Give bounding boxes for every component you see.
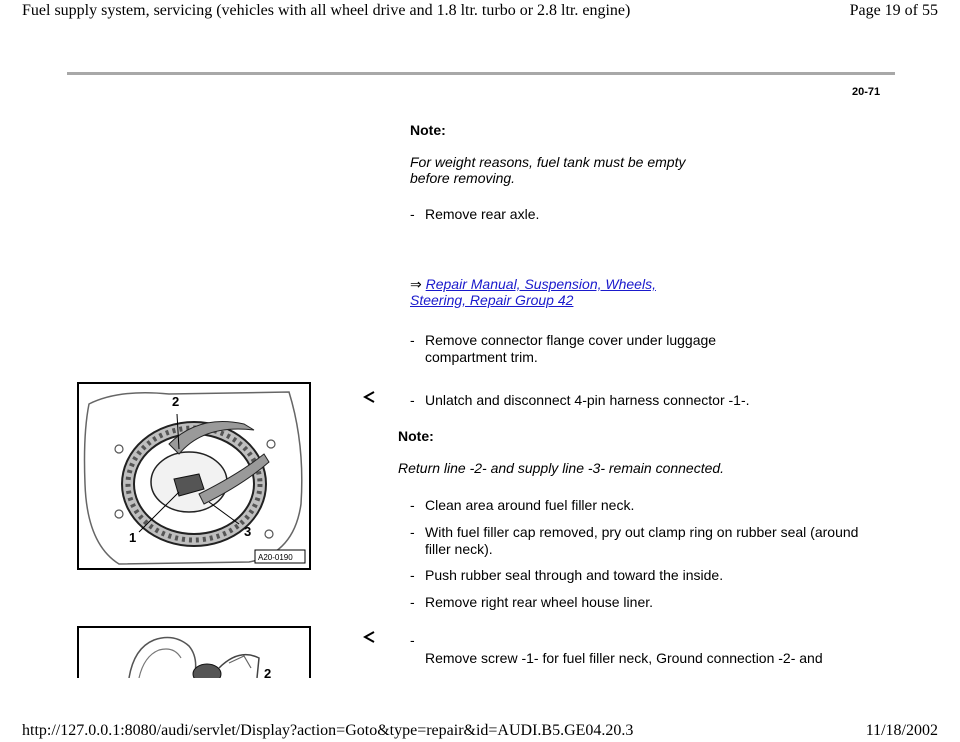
manual-page-number: 20-71 xyxy=(852,86,881,98)
footer-url: http://127.0.0.1:8080/audi/servlet/Display?action=Goto&type=repair&id=AUDI.B5.GE04.20.3 xyxy=(22,722,634,739)
step-text: filler neck). xyxy=(425,541,493,557)
step-text: With fuel filler cap removed, pry out clamp ring on rubber seal (around xyxy=(425,524,859,540)
filler-neck-drawing xyxy=(79,628,309,678)
chevron-left-icon xyxy=(363,391,375,403)
reference-link-continued[interactable] xyxy=(410,292,573,309)
image-code: A20-0190 xyxy=(258,553,293,562)
callout-3: 3 xyxy=(244,524,252,539)
step-text: compartment trim. xyxy=(425,349,538,365)
callout-1: 1 xyxy=(129,530,137,545)
step-text: Unlatch and disconnect 4-pin harness connector -1-. xyxy=(425,392,750,408)
bullet-dash: - xyxy=(410,594,415,610)
document-title: Fuel supply system, servicing (vehicles with all wheel drive and 1.8 ltr. turbo or 2.8 ltr. engine) xyxy=(22,2,631,19)
page-indicator: Page 19 of 55 xyxy=(849,2,938,19)
fuel-pump-flange-illustration xyxy=(77,382,311,570)
note-text-line: For weight reasons, fuel tank must be empty xyxy=(410,154,686,170)
step-text: Remove rear axle. xyxy=(425,206,540,222)
reference-arrow-icon: ⇒ xyxy=(410,276,422,292)
note-label: Note: xyxy=(410,122,446,138)
note-text-line: before removing. xyxy=(410,170,516,186)
chevron-left-icon xyxy=(363,631,375,643)
reference-link-text[interactable]: Repair Manual, Suspension, Wheels, xyxy=(425,276,656,292)
step-text: Clean area around fuel filler neck. xyxy=(425,497,635,513)
reference-link-text[interactable]: Steering, Repair Group 42 xyxy=(410,292,574,308)
reference-link[interactable] xyxy=(410,276,656,293)
step-text: Remove right rear wheel house liner. xyxy=(425,594,654,610)
filler-neck-illustration xyxy=(77,626,311,678)
bullet-dash: - xyxy=(410,524,415,540)
callout-2: 2 xyxy=(172,394,180,409)
step-text: Remove connector flange cover under luggage xyxy=(425,332,717,348)
footer-date: 11/18/2002 xyxy=(865,722,938,739)
step-text: Push rubber seal through and toward the inside. xyxy=(425,567,724,583)
bullet-dash: - xyxy=(410,497,415,513)
bullet-dash: - xyxy=(410,567,415,583)
bullet-dash: - xyxy=(410,206,415,222)
note-label: Note: xyxy=(398,428,434,444)
bullet-dash: - xyxy=(410,332,415,348)
fuel-pump-flange-drawing xyxy=(79,384,309,568)
step-text: Remove screw -1- for fuel filler neck, Ground connection -2- and xyxy=(425,650,823,666)
header-rule xyxy=(67,72,895,75)
callout-2: 2 xyxy=(264,666,272,678)
bullet-dash: - xyxy=(410,632,415,648)
bullet-dash: - xyxy=(410,392,415,408)
note-text: Return line -2- and supply line -3- remain connected. xyxy=(398,460,725,476)
